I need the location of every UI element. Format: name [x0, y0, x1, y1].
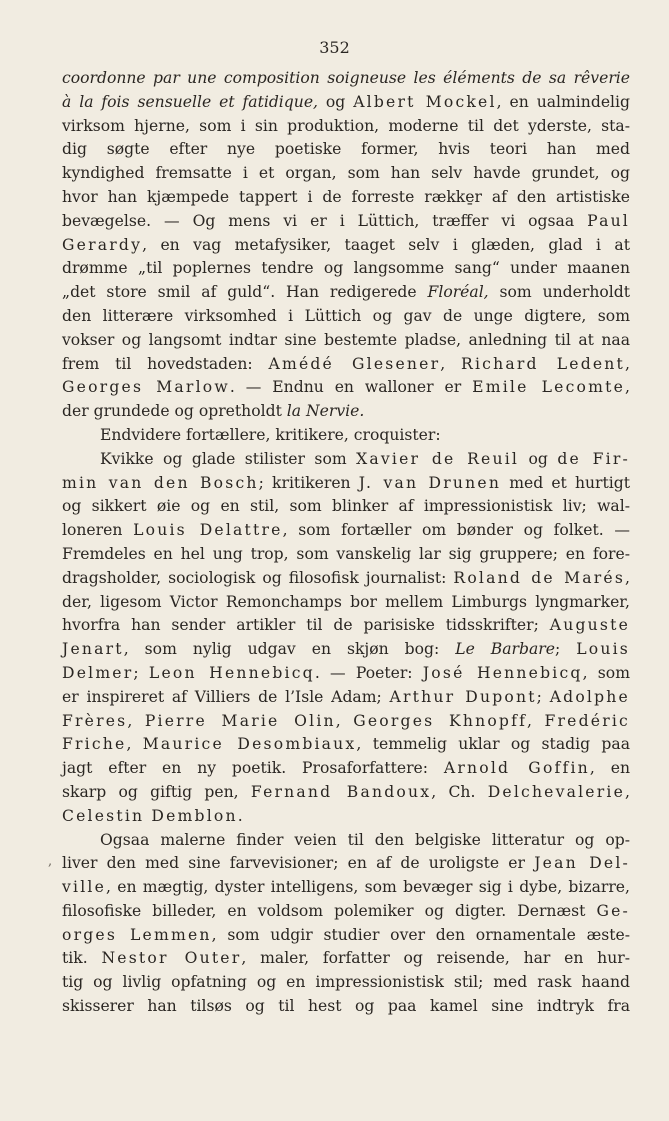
text-run: , — [127, 711, 145, 730]
text-run: . — Endnu en walloner er — [229, 378, 473, 397]
text-run: , som udgir studier over den ornamentale æste- — [211, 925, 630, 944]
spaced-name: Gerardy — [62, 235, 143, 254]
text-line — [62, 924, 630, 948]
text-run: dig søgte efter nye poetiske former, hvis teori han med — [62, 140, 630, 159]
spaced-name: Friche — [62, 735, 127, 754]
text-run: som underholdt — [488, 283, 630, 302]
text-run: , — [335, 711, 354, 730]
spaced-name: Roland de Marés — [453, 568, 626, 587]
body-text — [62, 67, 630, 1019]
text-line — [62, 234, 630, 258]
text-run: , som nylig udgav en skjøn bog: — [123, 640, 456, 659]
text-run: frem til hovedstaden: — [62, 354, 269, 373]
spaced-name: Xavier de Reuil — [356, 449, 520, 468]
text-line — [62, 519, 630, 543]
text-line — [62, 376, 630, 400]
text-line — [62, 710, 630, 734]
text-line — [62, 971, 630, 995]
text-run: , temmelig uklar og stadig paa — [356, 735, 630, 754]
text-line — [62, 686, 630, 710]
text-run: , — [625, 378, 630, 397]
text-run: Kvikke og glade stilister som — [100, 449, 357, 468]
text-run: , en — [589, 759, 630, 778]
text-run: ; kritikeren — [258, 473, 359, 492]
spaced-name: Delmer — [62, 663, 134, 682]
text-line — [62, 733, 630, 757]
text-line — [62, 591, 630, 615]
text-line — [62, 614, 630, 638]
text-run: , Ch. — [431, 782, 488, 801]
text-run: . — Poeter: — [314, 663, 423, 682]
text-line — [62, 115, 630, 139]
text-run: , en ualmindelig — [496, 92, 631, 111]
text-line — [62, 805, 630, 829]
text-run: , maler, forfatter og reisende, har en hur- — [241, 949, 630, 968]
margin-mark: , — [48, 854, 53, 869]
text-run: skisserer han tilsøs og til hest og paa kamel sine indtryk fra — [62, 997, 630, 1016]
text-run: hvor han kjæmpede tappert i de forreste række̱r af den artistiske — [62, 187, 630, 206]
text-run: vokser og langsomt indtar sine bestemte pladse, anledning til at naa — [62, 330, 630, 349]
spaced-name: Pierre Marie Olin — [144, 711, 336, 730]
text-line — [62, 162, 630, 186]
spaced-name: Delchevalerie — [487, 782, 626, 801]
text-run: tig og livlig opfatning og en impressionistisk stil; med rask haand — [62, 973, 630, 992]
spaced-name: min van den Bosch — [62, 473, 259, 492]
text-line — [62, 257, 630, 281]
spaced-name: Fredéric — [544, 711, 630, 730]
text-run: loneren — [62, 521, 134, 540]
text-run: . — [237, 806, 243, 825]
text-line — [62, 567, 630, 591]
text-run: der, ligesom Victor Remonchamps bor mellem Limburgs lyngmarker, — [62, 592, 630, 611]
text-line — [62, 67, 630, 91]
spaced-name: Arthur Dupont — [389, 687, 537, 706]
text-run: dragsholder, sociologisk og filosofisk journalist: — [62, 568, 454, 587]
text-line — [62, 329, 630, 353]
text-run: Endvidere fortællere, kritikere, croquister: — [100, 425, 441, 444]
italic-title: Floréal, — [427, 283, 489, 302]
text-line — [62, 662, 630, 686]
text-run: , — [625, 782, 630, 801]
text-line — [62, 210, 630, 234]
text-line — [62, 852, 630, 876]
italic-title: coordonne par une composition soigneuse les éléments de sa rêverie — [62, 69, 630, 87]
text-run: , — [625, 568, 630, 587]
spaced-name: Amédé Glesener — [268, 354, 441, 373]
text-run: , — [527, 711, 545, 730]
text-line — [62, 353, 630, 377]
spaced-name: Jean Del- — [534, 854, 630, 873]
text-run: og sikkert øie og en stil, som blinker af impressionistisk liv; wal- — [62, 497, 630, 516]
spaced-name: ville — [62, 878, 106, 897]
spaced-name: Georges Khnopff — [353, 711, 528, 730]
text-line — [62, 876, 630, 900]
text-line — [62, 448, 630, 472]
text-run: „det store smil af guld“. Han redigerede — [62, 283, 428, 302]
page-number: 352 — [319, 38, 350, 57]
text-line — [62, 186, 630, 210]
spaced-name: Jenart — [62, 640, 124, 659]
text-run: og — [519, 449, 558, 468]
spaced-name: Ge- — [596, 901, 630, 920]
spaced-name: Louis Delattre — [133, 521, 283, 540]
text-line — [62, 138, 630, 162]
spaced-name: Albert Mockel — [353, 92, 497, 111]
text-run: , — [126, 735, 143, 754]
text-line — [62, 757, 630, 781]
text-run: hvorfra han sender artikler til de parisiske tidsskrifter; — [62, 616, 550, 635]
text-run: jagt efter en ny poetik. Prosaforfattere: — [62, 759, 444, 778]
text-run: der grundede og opretholdt — [62, 402, 287, 421]
text-run: tik. — [62, 949, 102, 968]
spaced-name: Frères — [62, 711, 128, 730]
text-run: er inspireret af Villiers de l’Isle Adam; — [62, 687, 390, 706]
spaced-name: Adolphe — [549, 687, 630, 706]
text-line — [62, 638, 630, 662]
spaced-name: Georges Marlow — [62, 378, 230, 397]
text-line — [62, 305, 630, 329]
text-line — [62, 995, 630, 1019]
spaced-name: Paul — [587, 211, 630, 230]
spaced-name: Maurice Desombiaux — [142, 735, 357, 754]
spaced-name: Celestin Demblon — [62, 806, 238, 825]
text-run: filosofiske billeder, en voldsom polemiker og digter. Dernæst — [62, 901, 597, 920]
text-run: bevægelse. — Og mens vi er i Lüttich, træffer vi ogsaa — [62, 211, 588, 230]
text-run: med et hurtigt — [501, 473, 630, 492]
spaced-name: Leon Hennebicq — [148, 663, 315, 682]
text-line — [62, 472, 630, 496]
text-line — [62, 543, 630, 567]
text-run: liver den med sine farvevisioner; en af de uroligste er — [62, 854, 535, 873]
text-line — [62, 424, 630, 448]
italic-title: Le Barbare — [455, 640, 555, 659]
text-run: Ogsaa malerne finder veien til den belgiske litteratur og op- — [100, 830, 630, 849]
text-line — [62, 281, 630, 305]
text-run: den litterære virksomhed i Lüttich og gav de unge digtere, som — [62, 306, 630, 325]
spaced-name: Auguste — [549, 616, 630, 635]
spaced-name: de Fir- — [557, 449, 630, 468]
text-run: , som fortæller om bønder og folket. — — [282, 521, 630, 540]
text-run: , en vag metafysiker, taaget selv i glæden, glad i at — [142, 235, 630, 254]
text-run: ; — [554, 640, 577, 659]
spaced-name: orges Lemmen — [62, 925, 212, 944]
text-run: , en mægtig, dyster intelligens, som bevæger sig i dybe, bizarre, — [106, 878, 630, 897]
spaced-name: Nestor Outer — [101, 949, 242, 968]
text-run: kyndighed fremsatte i et organ, som han selv havde grundet, og — [62, 164, 630, 183]
text-line — [62, 495, 630, 519]
text-run: drømme „til poplernes tendre og langsomme sang“ under maanen — [62, 259, 630, 278]
text-run: ; — [133, 663, 149, 682]
text-run: , — [440, 354, 462, 373]
text-line — [62, 900, 630, 924]
spaced-name: Arnold Goffin — [443, 759, 590, 778]
text-line — [62, 400, 630, 424]
text-run: , — [625, 354, 630, 373]
text-run: , som — [582, 663, 630, 682]
text-run: skarp og giftig pen, — [62, 782, 251, 801]
text-run: ; — [536, 687, 550, 706]
text-line — [62, 947, 630, 971]
spaced-name: José Hennebicq — [422, 663, 583, 682]
text-run: og — [318, 92, 354, 111]
text-run: virksom hjerne, som i sin produktion, moderne til det yderste, sta- — [62, 116, 630, 135]
text-line — [62, 91, 630, 115]
spaced-name: Richard Ledent — [461, 354, 626, 373]
text-line — [62, 829, 630, 853]
spaced-name: J. van Drunen — [358, 473, 502, 492]
italic-title: à la fois sensuelle et fatidique, — [62, 92, 319, 111]
spaced-name: Fernand Bandoux — [250, 782, 432, 801]
spaced-name: Emile Lecomte — [472, 378, 626, 397]
text-run: Fremdeles en hel ung trop, som vanskelig lar sig gruppere; en fore- — [62, 544, 630, 563]
italic-title: la Nervie. — [286, 402, 365, 421]
spaced-name: Louis — [576, 640, 630, 659]
text-line — [62, 781, 630, 805]
